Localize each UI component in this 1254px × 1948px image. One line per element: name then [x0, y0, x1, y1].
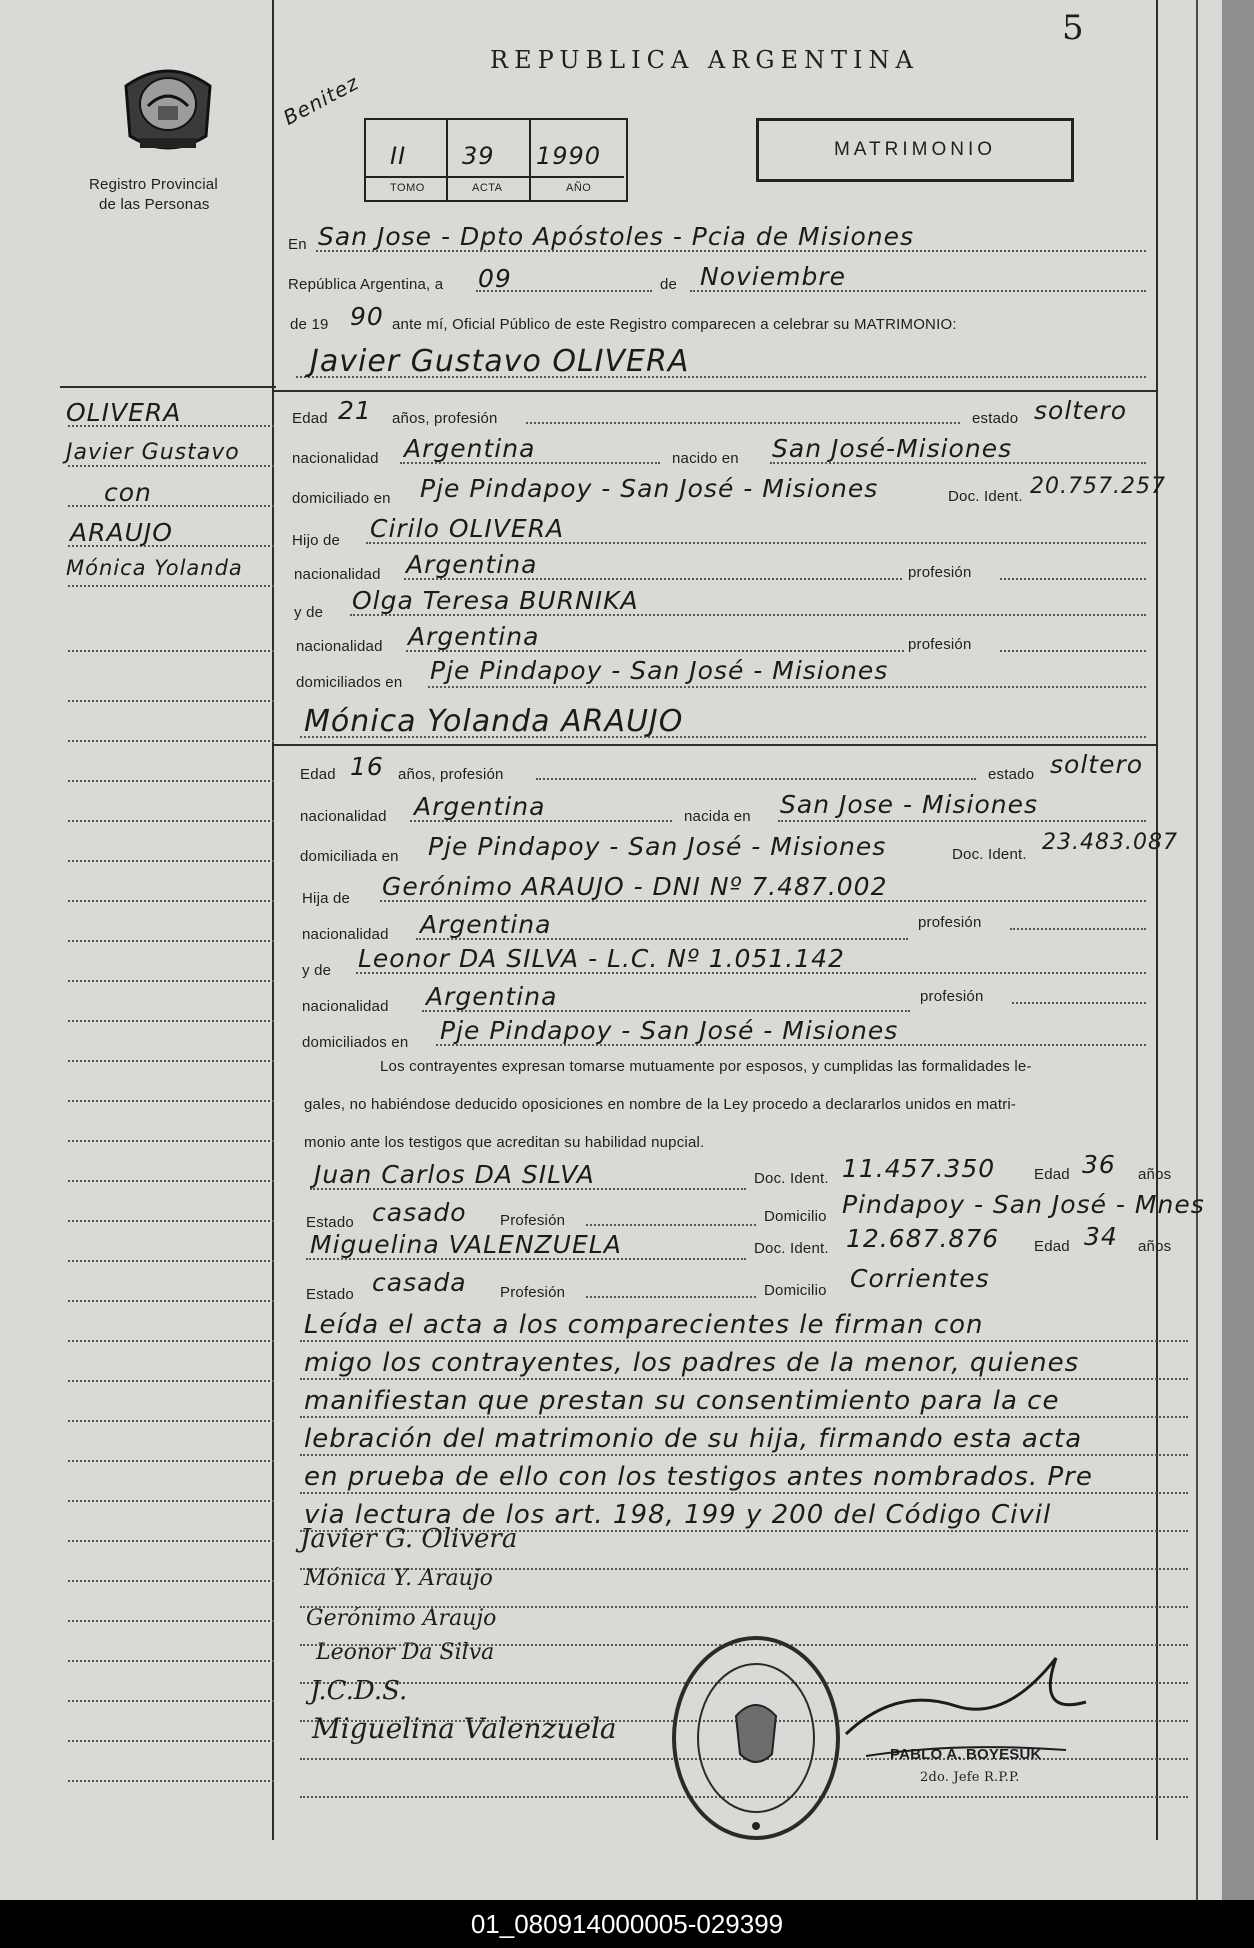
groom-father-line	[366, 542, 1146, 544]
bride-yde-label: y de	[302, 962, 332, 979]
witness2-anos-label: años	[1138, 1238, 1172, 1255]
month-value: Noviembre	[700, 262, 846, 291]
groom-mother-nac-line	[406, 650, 904, 652]
declaration-line2: gales, no habiéndose deducido oposiciones en nombre de la Ley procedo a declararlos unidos en matri-	[304, 1096, 1017, 1113]
margin-line	[68, 1780, 274, 1782]
margin-line	[68, 585, 274, 587]
registration-box-divider	[366, 176, 624, 178]
year-suffix-value: 90	[350, 302, 384, 331]
handwritten-note-line: Leída el acta a los comparecientes le firman con	[304, 1310, 984, 1340]
margin-line	[68, 1500, 274, 1502]
margin-line	[68, 1260, 274, 1262]
de-label: de	[660, 276, 678, 293]
declaration-line1: Los contrayentes expresan tomarse mutuamente por esposos, y cumplidas las formalidades le-	[380, 1058, 1032, 1075]
right-frame-line	[1156, 0, 1158, 1840]
anio-label: AÑO	[566, 182, 592, 194]
groom-nacido-line	[770, 462, 1146, 464]
signature: Leonor Da Silva	[316, 1640, 495, 1665]
margin-line	[68, 1460, 274, 1462]
margin-line	[68, 1060, 274, 1062]
margin-line	[68, 1180, 274, 1182]
act-type-box	[756, 118, 1074, 182]
page-edge	[1222, 0, 1254, 1900]
margin-annotation: Benitez	[279, 70, 363, 130]
groom-mother-profesion-line	[1000, 650, 1146, 652]
signature: Gerónimo Araujo	[306, 1606, 497, 1631]
margin-line	[68, 650, 274, 652]
margin-line	[68, 860, 274, 862]
groom-domicilio: Pje Pindapoy - San José - Misiones	[420, 474, 879, 503]
margin-line	[68, 505, 274, 507]
handwritten-note-line: en prueba de ello con los testigos antes nombrados. Pre	[304, 1462, 1093, 1492]
bride-estado-label: estado	[988, 766, 1035, 783]
groom-nacionalidad: Argentina	[404, 434, 536, 463]
margin-line	[68, 980, 274, 982]
bride-father: Gerónimo ARAUJO - DNI Nº 7.487.002	[382, 872, 888, 901]
groom-mother-nac-label: nacionalidad	[296, 638, 383, 655]
groom-estado: soltero	[1034, 396, 1128, 425]
registry-name-line1: Registro Provincial	[89, 176, 218, 193]
margin-line	[68, 1380, 274, 1382]
groom-edad-label: Edad	[292, 410, 328, 427]
bride-father-nac-line	[416, 938, 908, 940]
groom-parents-domicilio: Pje Pindapoy - San José - Misiones	[430, 656, 889, 685]
groom-doc: 20.757.257	[1030, 474, 1166, 499]
margin-line	[68, 1020, 274, 1022]
groom-father: Cirilo OLIVERA	[370, 514, 565, 543]
anio-value: 1990	[536, 142, 602, 170]
witness2-edad-label: Edad	[1034, 1238, 1070, 1255]
witness1-profesion-label: Profesión	[500, 1212, 566, 1229]
bride-mother-profesion-label: profesión	[920, 988, 984, 1005]
bride-domiciliados-label: domiciliados en	[302, 1034, 409, 1051]
witness1-domicilio: Pindapoy - San José - Mnes	[842, 1190, 1205, 1219]
groom-nacionalidad-line	[400, 462, 660, 464]
bride-mother-nac-line	[422, 1010, 910, 1012]
groom-domiciliado-label: domiciliado en	[292, 490, 391, 507]
page-edge-line	[1196, 0, 1198, 1900]
bride-nacionalidad-label: nacionalidad	[300, 808, 387, 825]
bride-nacionalidad: Argentina	[414, 792, 546, 821]
bride-mother-nac-label: nacionalidad	[302, 998, 389, 1015]
registration-box-divider	[529, 120, 531, 200]
country-title: REPUBLICA ARGENTINA	[490, 46, 919, 74]
margin-line	[68, 1420, 274, 1422]
bride-domicilio: Pje Pindapoy - San José - Misiones	[428, 832, 887, 861]
groom-name: Javier Gustavo OLIVERA	[310, 344, 690, 379]
margin-line	[68, 1140, 274, 1142]
groom-parents-domicilio-line	[428, 686, 1146, 688]
groom-mother-nac: Argentina	[408, 622, 540, 651]
margin-line	[68, 740, 274, 742]
groom-mother: Olga Teresa BURNIKA	[352, 586, 639, 615]
witness1-edad: 36	[1082, 1150, 1116, 1179]
margin-line	[68, 1660, 274, 1662]
bride-father-profesion-line	[1010, 928, 1146, 930]
groom-domiciliados-label: domiciliados en	[296, 674, 403, 691]
bride-domiciliada-label: domiciliada en	[300, 848, 399, 865]
groom-hijo-label: Hijo de	[292, 532, 341, 549]
margin-note: OLIVERA	[66, 398, 182, 427]
bride-estado: soltero	[1050, 750, 1144, 779]
groom-father-nac: Argentina	[406, 550, 538, 579]
signature: Javier G. Olivera	[300, 1524, 518, 1554]
en-label: En	[288, 236, 307, 253]
groom-nacionalidad-label: nacionalidad	[292, 450, 379, 467]
groom-nacido: San José-Misiones	[772, 434, 1013, 463]
bride-hija-label: Hija de	[302, 890, 351, 907]
witness2-doc-label: Doc. Ident.	[754, 1240, 829, 1257]
bride-name-line	[300, 736, 1146, 738]
margin-note: Javier Gustavo	[66, 440, 240, 465]
witness1-doc-label: Doc. Ident.	[754, 1170, 829, 1187]
witness1-domicilio-label: Domicilio	[764, 1208, 827, 1225]
bride-father-profesion-label: profesión	[918, 914, 982, 931]
groom-section-divider	[274, 390, 1158, 392]
ruled-line	[300, 1378, 1188, 1380]
bride-parents-domicilio: Pje Pindapoy - San José - Misiones	[440, 1016, 899, 1045]
margin-line	[68, 1220, 274, 1222]
ruled-line	[300, 1454, 1188, 1456]
margin-line	[68, 1740, 274, 1742]
bride-mother: Leonor DA SILVA - L.C. Nº 1.051.142	[358, 944, 845, 973]
witness2-name-line	[306, 1258, 746, 1260]
bride-mother-line	[356, 972, 1146, 974]
groom-mother-line	[350, 614, 1146, 616]
witness1-doc: 11.457.350	[842, 1154, 996, 1183]
margin-line	[68, 1700, 274, 1702]
witness1-estado-label: Estado	[306, 1214, 354, 1231]
margin-line	[68, 1620, 274, 1622]
bride-mother-profesion-line	[1012, 1002, 1146, 1004]
tomo-value: II	[390, 142, 407, 170]
official-name: PABLO A. BOYESUK	[890, 1746, 1042, 1763]
witness2-domicilio-label: Domicilio	[764, 1282, 827, 1299]
margin-line	[68, 940, 274, 942]
place-value: San Jose - Dpto Apóstoles - Pcia de Misiones	[318, 222, 915, 251]
bride-nacida-label: nacida en	[684, 808, 751, 825]
signature: Mónica Y. Araujo	[304, 1566, 493, 1591]
groom-father-profesion-label: profesión	[908, 564, 972, 581]
handwritten-note-line: manifiestan que prestan su consentimiento para la ce	[304, 1386, 1060, 1416]
registry-name-line2: de las Personas	[99, 196, 210, 213]
witness1-estado: casado	[372, 1198, 467, 1227]
witness1-profesion-line	[586, 1224, 756, 1226]
groom-mother-profesion-label: profesión	[908, 636, 972, 653]
bride-doc-label: Doc. Ident.	[952, 846, 1027, 863]
bride-name: Mónica Yolanda ARAUJO	[304, 704, 684, 739]
header-divider	[60, 386, 276, 388]
handwritten-note-line: lebración del matrimonio de su hija, firmando esta acta	[304, 1424, 1083, 1454]
declaration-line3: monio ante los testigos que acreditan su habilidad nupcial.	[304, 1134, 705, 1151]
witness2-estado-label: Estado	[306, 1286, 354, 1303]
bride-anos-profesion-label: años, profesión	[398, 766, 504, 783]
witness1-edad-label: Edad	[1034, 1166, 1070, 1183]
groom-father-nac-line	[404, 578, 902, 580]
witness2-estado: casada	[372, 1268, 467, 1297]
witness1-name: Juan Carlos DA SILVA	[314, 1160, 595, 1189]
witness2-profesion-line	[586, 1296, 756, 1298]
bride-father-nac: Argentina	[420, 910, 552, 939]
margin-line	[68, 820, 274, 822]
registry-seal-icon	[118, 56, 218, 160]
margin-note: Mónica Yolanda	[66, 556, 243, 580]
witness2-profesion-label: Profesión	[500, 1284, 566, 1301]
groom-estado-label: estado	[972, 410, 1019, 427]
bride-mother-nac: Argentina	[426, 982, 558, 1011]
witness1-anos-label: años	[1138, 1166, 1172, 1183]
groom-profesion-line	[526, 422, 960, 424]
margin-line	[68, 700, 274, 702]
margin-line	[68, 1300, 274, 1302]
handwritten-note-line: migo los contrayentes, los padres de la menor, quienes	[304, 1348, 1080, 1378]
bride-nacida: San Jose - Misiones	[780, 790, 1039, 819]
bride-profesion-line	[536, 778, 976, 780]
tomo-label: TOMO	[390, 182, 425, 194]
margin-note: ARAUJO	[70, 518, 173, 547]
bride-father-line	[380, 900, 1146, 902]
witness2-doc: 12.687.876	[846, 1224, 1000, 1253]
groom-edad: 21	[338, 396, 372, 425]
bride-doc: 23.483.087	[1042, 830, 1178, 855]
left-frame-line	[272, 0, 274, 1840]
ruled-line	[300, 1492, 1188, 1494]
republica-label: República Argentina, a	[288, 276, 444, 293]
registration-box-divider	[446, 120, 448, 200]
margin-line	[68, 780, 274, 782]
bride-nacida-line	[778, 820, 1146, 822]
margin-note: con	[104, 478, 152, 507]
handwritten-note-line: via lectura de los art. 198, 199 y 200 del Código Civil	[304, 1500, 1052, 1530]
witness2-domicilio: Corrientes	[850, 1264, 990, 1293]
groom-yde-label: y de	[294, 604, 324, 621]
bride-parents-domicilio-line	[436, 1044, 1146, 1046]
official-title: 2do. Jefe R.P.P.	[920, 1770, 1020, 1785]
witness2-edad: 34	[1084, 1222, 1118, 1251]
margin-line	[68, 1540, 274, 1542]
bride-father-nac-label: nacionalidad	[302, 926, 389, 943]
witness2-name: Miguelina VALENZUELA	[310, 1230, 622, 1259]
margin-line	[68, 1340, 274, 1342]
bride-nacionalidad-line	[410, 820, 672, 822]
acta-label: ACTA	[472, 182, 503, 194]
bride-edad: 16	[350, 752, 384, 781]
margin-line	[68, 1100, 274, 1102]
groom-anos-profesion-label: años, profesión	[392, 410, 498, 427]
bride-edad-label: Edad	[300, 766, 336, 783]
margin-line	[68, 1580, 274, 1582]
acta-value: 39	[462, 142, 495, 170]
groom-nacido-label: nacido en	[672, 450, 739, 467]
bride-section-divider	[274, 744, 1158, 746]
groom-father-profesion-line	[1000, 578, 1146, 580]
ruled-line	[300, 1416, 1188, 1418]
day-value: 09	[478, 264, 512, 293]
margin-line	[68, 900, 274, 902]
groom-doc-label: Doc. Ident.	[948, 488, 1023, 505]
margin-line	[68, 465, 274, 467]
page-number: 5	[1062, 8, 1084, 48]
ruled-line	[300, 1340, 1188, 1342]
groom-father-nac-label: nacionalidad	[294, 566, 381, 583]
signature: Miguelina Valenzuela	[312, 1712, 617, 1745]
signature: J.C.D.S.	[310, 1676, 408, 1706]
statement: ante mí, Oficial Público de este Registro comparecen a celebrar su MATRIMONIO:	[392, 316, 957, 333]
act-type-label: MATRIMONIO	[833, 139, 997, 160]
de19-label: de 19	[290, 316, 329, 333]
footer-id: 01_080914000005-029399	[0, 1900, 1254, 1948]
official-stamp-icon	[668, 1630, 844, 1846]
witness1-name-line	[310, 1188, 746, 1190]
